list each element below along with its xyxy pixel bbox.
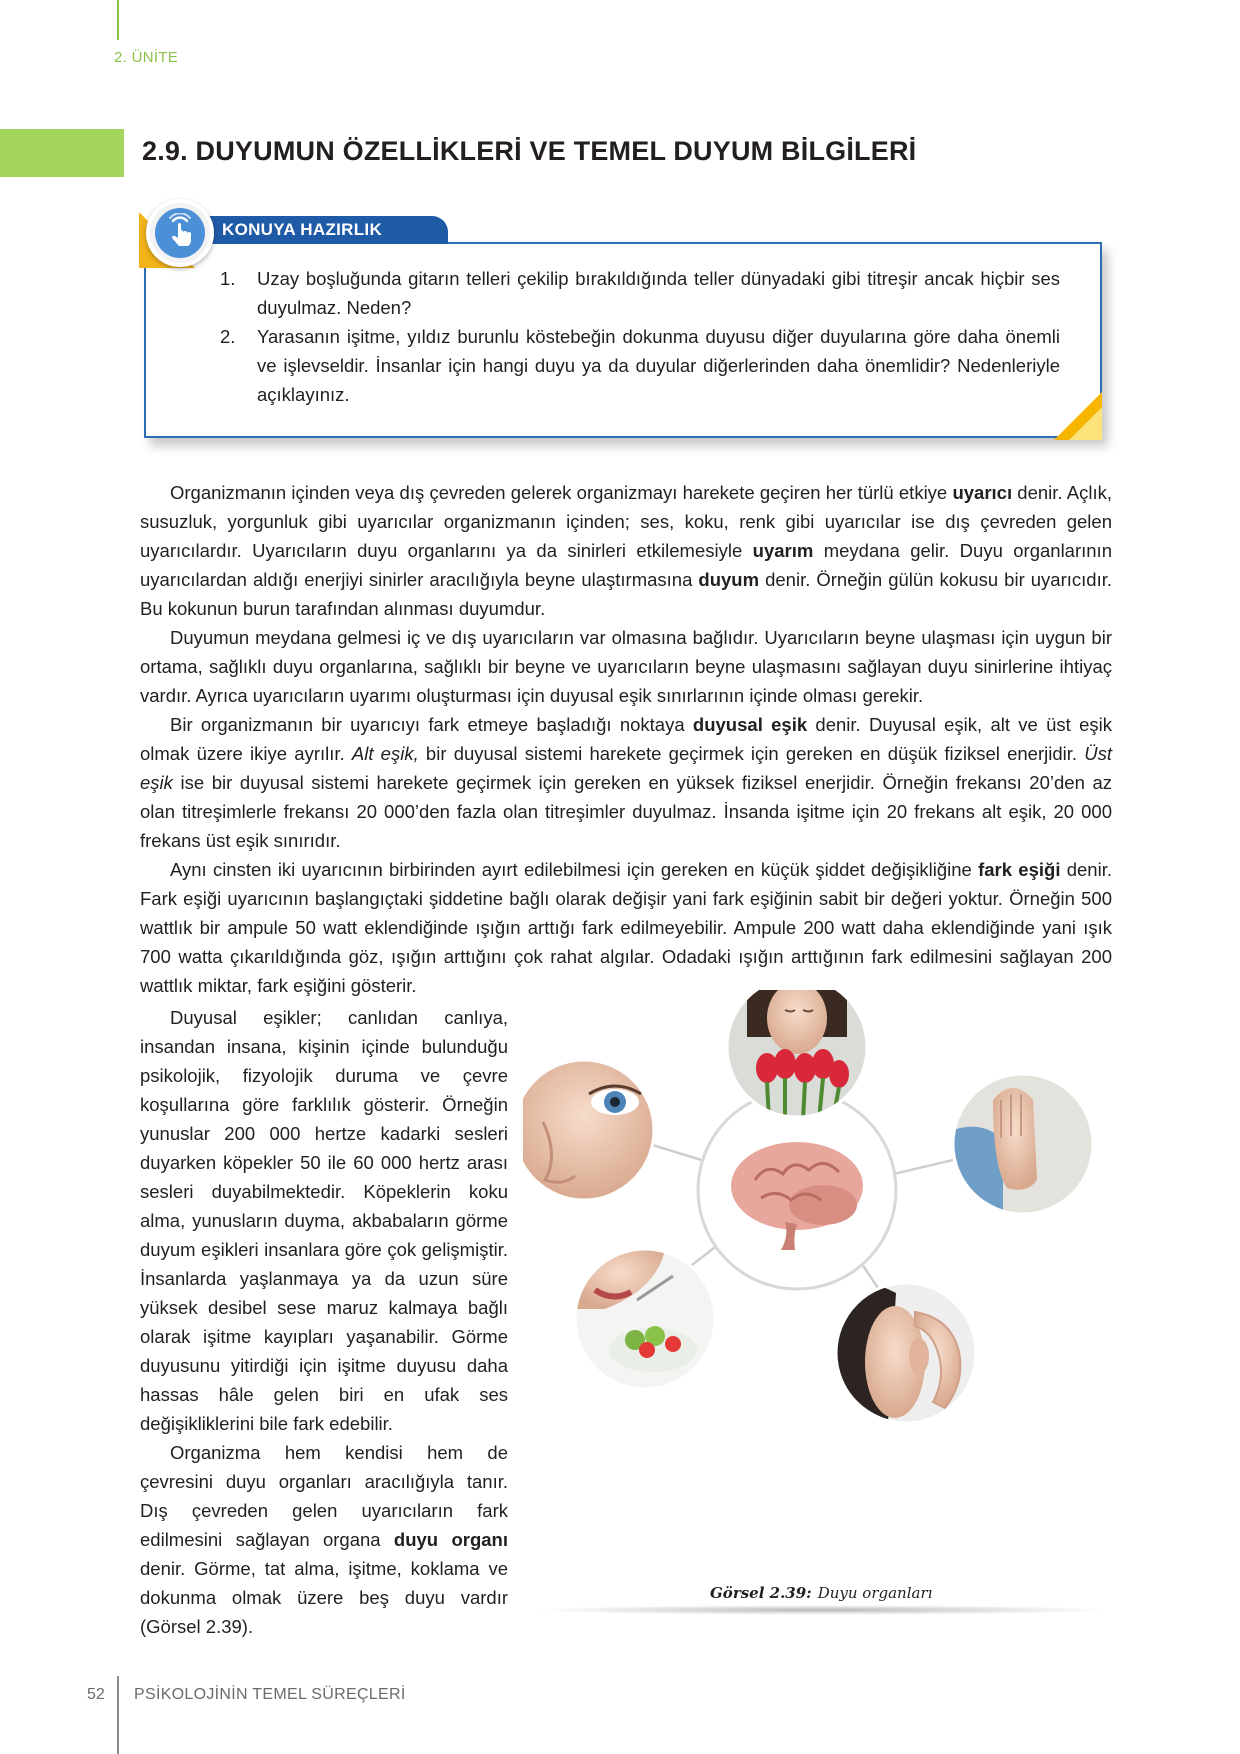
touch-circle (953, 1074, 1093, 1224)
footer-rule (117, 1676, 119, 1754)
prep-question-list (220, 264, 1060, 409)
paragraph: Aynı cinsten iki uyarıcının birbirinden ayırt edilebilmesi için gereken en küçük şiddet değişikliğine fark eşiği denir. Fark eşiği uyarıcının başlangıçtaki şiddetine bağlı olarak değişir yani fark eşiğinin sabit bir değeri yoktur. Örneğin 500 wattlık bir ampule 50 watt eklendiğinde ışığın arttığı fark edilmeyebilir. Ampule 200 watt daha eklendiğinde yani ışık 700 watta çıkarıldığında göz, ışığın arttığını çok rahat algılar. Odadaki ışığın arttığının fark edilmesini sağlayan 200 wattlık miktar, fark eşiğini gösterir. (140, 859, 1112, 996)
body-text (140, 478, 1112, 1000)
smell-circle (727, 990, 867, 1120)
brain-circle (698, 1091, 896, 1289)
paragraph: Organizmanın içinden veya dış çevreden gelerek organizmayı harekete geçiren her türlü etkiye uyarıcı denir. Açlık, susuzluk, yorgunluk gibi uyarıcılar organizmanın içinden; ses, koku, renk gibi uyarıcılar ise dış çevreden gelen uyarıcılardır. Uyarıcıların duyu organlarını ya da sinirleri etkilemesiyle uyarım meydana gelir. Duyu organlarının uyarıcılardan aldığı enerjiyi sinirler aracılığıyla beyne ulaştırmasına duyum denir. Örneğin gülün kokusu bir uyarıcıdır. Bu kokunun burun tarafından alınması duyumdur. (140, 482, 1112, 619)
paragraph: Bir organizmanın bir uyarıcıyı fark etmeye başladığı noktaya duyusal eşik denir. Duyusal eşik, alt ve üst eşik olmak üzere ikiye ayrılır. Alt eşik, bir duyusal sistemi harekete geçirmek için gereken en düşük fiziksel enerjidir. Üst eşik ise bir duyusal sistemi harekete geçirmek için gereken en yüksek fiziksel enerjidir. Örneğin frekansı 20’den az olan titreşimlerle frekansı 20 000’den fazla olan titreşimler duyulmaz. İnsanda işitme için 20 frekans alt eşik, 20 000 frekans üst eşik sınırıdır. (140, 714, 1112, 851)
prep-icon-badge (146, 199, 214, 267)
section-color-bar (0, 129, 124, 177)
sense-organs-figure (523, 990, 1113, 1602)
prep-tab-label: KONUYA HAZIRLIK (198, 216, 448, 244)
unit-label: 2. ÜNİTE (114, 49, 179, 66)
side-column-text (140, 1003, 508, 1641)
page-number: 52 (87, 1686, 105, 1703)
prep-box-corner-highlight (1069, 407, 1102, 440)
figure-shadow (532, 1605, 1112, 1615)
header-rule (117, 0, 119, 40)
prep-question: 1. Uzay boşluğunda gitarın telleri çekilip bırakıldığında teller dünyadaki gibi titreşir ancak hiçbir ses duyulmaz. Neden? (220, 268, 1060, 318)
figure-caption: Görsel 2.39: Duyu organları (710, 1584, 933, 1602)
paragraph: Duyumun meydana gelmesi iç ve dış uyarıcıların var olmasına bağlıdır. Uyarıcıların beyne ulaşması için uygun bir ortama, sağlıklı duyu organlarına, sağlıklı bir beyne ve uyarıcıların beyne ulaşmasını sağlayan duyu sinirlerine ihtiyaç vardır. Ayrıca uyarıcıların uyarımı oluşturması için duyusal eşik sınırlarının içinde olması gerekir. (140, 627, 1112, 706)
section-title: 2.9. DUYUMUN ÖZELLİKLERİ VE TEMEL DUYUM BİLGİLERİ (142, 136, 917, 166)
paragraph: Duyusal eşikler; canlıdan canlıya, insandan insana, kişinin içinde bulunduğu psikolojik, fizyolojik duruma ve çevre koşullarına göre farklılık gösterir. Örneğin yunuslar 200 000 hertze kadarki sesleri duyarken köpekler 50 ile 60 000 hertz arası sesleri duyabilmektedir. Köpeklerin koku alma, yunusların duyma, akbabaların görme duyum eşikleri insanlara göre çok gelişmiştir. İnsanlarda yaşlanmaya ya da uzun süre yüksek desibel sese maruz kalmaya bağlı olarak işitme kayıpları yaşanabilir. Görme duyusunu yitirdiği için işitme duyusu daha hassas hâle gelen biri en ufak ses değişikliklerini bile fark edebilir. (140, 1007, 508, 1434)
prep-question: 2. Yarasanın işitme, yıldız burunlu köstebeğin dokunma duyusu diğer duyularına göre daha önemli ve işlevseldir. İnsanlar için hangi duyu ya da duyular diğerlerinden daha önemlidir? Nedenleriyle açıklayınız. (220, 326, 1060, 405)
paragraph: Organizma hem kendisi hem de çevresini duyu organları aracılığıyla tanır. Dış çevreden gelen uyarıcıların fark edilmesini sağlayan organa duyu organı denir. Görme, tat alma, işitme, koklama ve dokunma olmak üzere beş duyu vardır (Görsel 2.39). (140, 1442, 508, 1637)
book-title: PSİKOLOJİNİN TEMEL SÜREÇLERİ (134, 1686, 406, 1703)
touch-hand-icon (160, 213, 200, 253)
